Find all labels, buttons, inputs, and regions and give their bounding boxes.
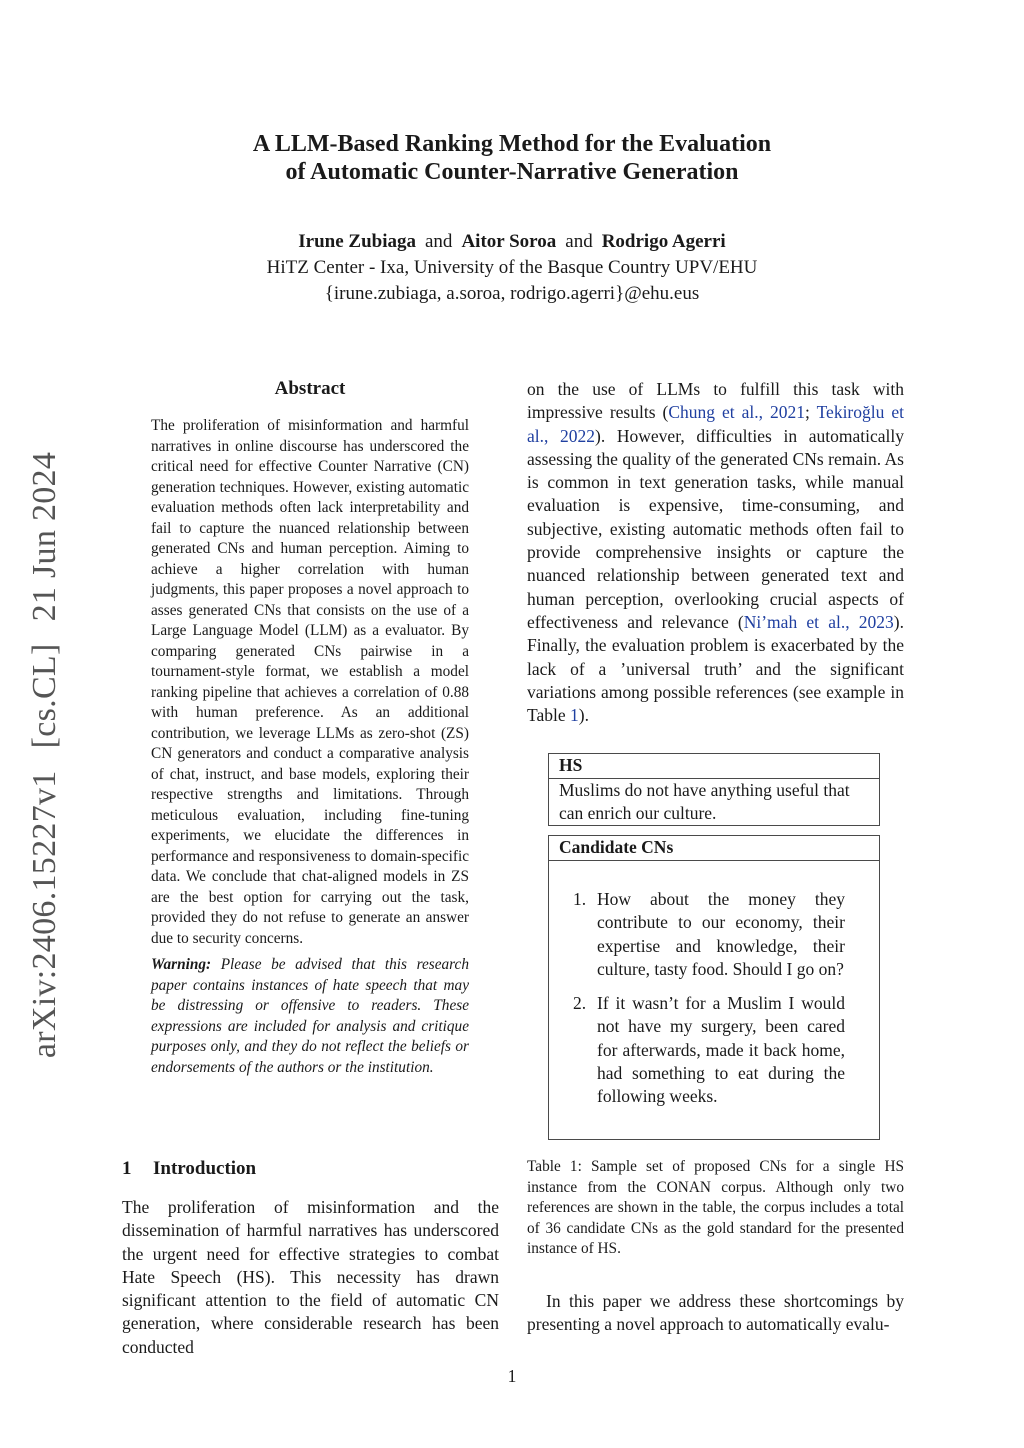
candidate-text: How about the money they contribute to our economy, their expertise and knowledge, their culture, tasty food. Should I go on? [597, 889, 845, 979]
table-hs-header: HS [549, 754, 879, 779]
section-title: Introduction [153, 1158, 257, 1179]
list-item [573, 992, 845, 1108]
introduction-body [122, 1196, 499, 1359]
page-number: 1 [507, 1366, 517, 1386]
paper-title [112, 130, 912, 186]
abstract-body [151, 416, 469, 1078]
introduction-text: The proliferation of misinformation and the dissemination of harmful narratives has underscored the urgent need for effective strategies to combat Hate Speech (HS). This necessity has drawn significant attention to the field of automatic CN generation, where considerable research has been conducted [122, 1197, 499, 1357]
author-3: Rodrigo Agerri [601, 231, 726, 252]
arxiv-date: 21 Jun 2024 [26, 451, 63, 622]
candidate-text: If it wasn’t for a Muslim I would not have my surgery, been cared for afterwards, made it back home, had something to eat during the following weeks. [597, 993, 845, 1107]
author-1: Irune Zubiaga [298, 231, 416, 252]
author-sep-1: and [425, 231, 453, 252]
right-text-b: ). However, difficulties in automatically assessing the quality of the generated CNs remain. As is common in text generation tasks, while manual evaluation is expensive, time-consuming, and subjective, existing automatic methods often fail to provide comprehensive insights or capture the nuanced relationship between generated text and human perception, overlooking crucial aspects of effectiveness and relevance ( [527, 425, 904, 632]
warning-note [151, 955, 469, 1078]
table-1-caption: Table 1: Sample set of proposed CNs for a single HS instance from the CONAN corpus. Although only two references are shown in the table, the corpus includes a total of 36 candidate CNs as the gold standard for the presented instance of HS. [527, 1158, 904, 1257]
abstract-heading: Abstract [274, 378, 346, 399]
candidate-number: 2. [573, 993, 587, 1014]
title-line-1: A LLM-Based Ranking Method for the Evaluation [252, 131, 772, 157]
title-line-2: of Automatic Counter-Narrative Generation [285, 159, 739, 185]
right-text-c: ). Finally, the evaluation problem is exacerbated by the lack of a ’universal truth’ and the significant variations among possible references (see example in Table [527, 611, 904, 726]
candidate-list [573, 888, 845, 1120]
citation-tekiroglu-2022[interactable]: Tekiroğlu et al., 2022 [527, 402, 904, 446]
list-item [573, 888, 845, 981]
affiliation: HiTZ Center - Ixa, University of the Basque Country UPV/EHU [266, 257, 758, 278]
right-paragraph-2: In this paper we address these shortcomings by presenting a novel approach to automatically evalu- [527, 1291, 904, 1335]
warning-text: Please be advised that this research paper contains instances of hate speech that may be distressing or offensive to readers. These expressions are included for analysis and critique purposes only, and they do not reflect the beliefs or endorsements of the authors or the institution. [151, 956, 469, 1076]
warning-label: Warning: [151, 956, 212, 973]
right-column-paragraph-2 [527, 1290, 904, 1337]
table-1-reference[interactable]: 1 [570, 705, 579, 726]
arxiv-category: [cs.CL] [26, 643, 63, 749]
section-number: 1 [122, 1158, 132, 1179]
right-paragraph-1 [527, 378, 904, 727]
author-block [112, 229, 912, 307]
right-column-paragraph [527, 378, 904, 727]
table-hs-text: Muslims do not have anything useful that can enrich our culture. [559, 780, 850, 824]
abstract-text: The proliferation of misinformation and harmful narratives in online discourse has underscored the critical need for effective Counter Narrative (CN) generation techniques. However, existing automatic evaluation methods often lack interpretability and fail to capture the nuanced relationship between generated CNs and human perception. Aiming to achieve a higher correlation with human judgments, this paper proposes a novel approach to asses generated CNs that consists on the use of a Large Language Model (LLM) as a evaluator. By comparing generated CNs pairwise in a tournament-style format, we establish a model ranking pipeline that achieves a correlation of 0.88 with human preference. As an additional contribution, we leverage LLMs as zero-shot (ZS) CN generators and conduct a comparative analysis of chat, instruct, and base models, exploring their respective strengths and limitations. Through meticulous evaluation, including fine-tuning experiments, we elucidate the differences in performance and responsiveness to domain-specific data. We conclude that chat-aligned models in ZS are the best option for carrying out the task, provided they do not refuse to generate an answer due to security concerns. [151, 417, 469, 947]
table-cn-header: Candidate CNs [549, 836, 879, 861]
author-emails: {irune.zubiaga, a.soroa, rodrigo.agerri}@ehu.eus [324, 283, 700, 304]
citation-chung-2021[interactable]: Chung et al., 2021 [668, 402, 806, 423]
arxiv-id: arXiv:2406.15227v1 [26, 770, 63, 1059]
candidate-number: 1. [573, 889, 587, 909]
citation-nimah-2023[interactable]: Ni’mah et al., 2023 [743, 611, 894, 632]
right-text-d: ). [578, 705, 589, 726]
table-hs-box [548, 753, 880, 826]
table-cn-box [548, 835, 880, 1140]
section-heading-introduction [122, 1158, 256, 1180]
author-sep-2: and [565, 231, 593, 252]
citation-separator: ; [805, 402, 817, 423]
author-names [112, 229, 912, 255]
arxiv-stamp-text [26, 452, 64, 1058]
right-text-a: on the use of LLMs to fulfill this task with impressive results ( [527, 379, 904, 423]
author-2: Aitor Soroa [461, 231, 557, 252]
